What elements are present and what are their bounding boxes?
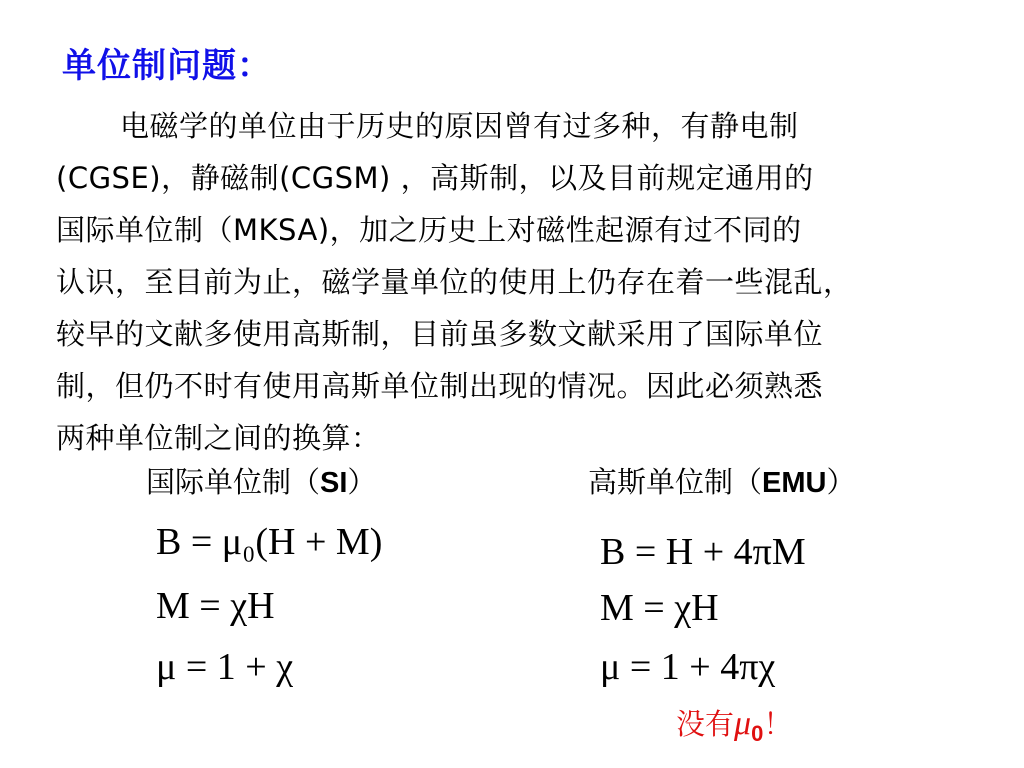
paragraph-line: 较早的文献多使用高斯制，目前虽多数文献采用了国际单位	[56, 317, 824, 351]
si-heading	[146, 460, 376, 501]
paragraph-line: 两种单位制之间的换算：	[56, 421, 381, 455]
paragraph-line: 电磁学的单位由于历史的原因曾有过多种，有静电制	[120, 109, 799, 143]
emu-formula-m: M = χH	[600, 587, 719, 629]
body-paragraph	[56, 100, 976, 464]
si-heading-abbr: SI	[320, 467, 348, 499]
slide-title: 单位制问题：	[62, 46, 272, 86]
emu-formula-mu: μ = 1 + 4πχ	[600, 646, 776, 688]
emu-heading-abbr: EMU	[762, 467, 827, 499]
emu-heading-suffix: ）	[826, 465, 856, 499]
note-text: 没有	[676, 707, 735, 741]
si-formula-mu: μ = 1 + χ	[156, 646, 294, 688]
paragraph-line: 认识，至目前为止，磁学量单位的使用上仍存在着一些混乱，	[56, 265, 853, 299]
note-symbol: μ	[734, 705, 752, 742]
no-mu0-note	[676, 702, 792, 747]
emu-heading	[588, 460, 855, 501]
si-formula-m: M = χH	[156, 585, 275, 627]
paragraph-line: 制，但仍不时有使用高斯单位制出现的情况。因此必须熟悉	[56, 369, 824, 403]
si-formula-b: B = μ₀(H + M)	[156, 521, 383, 563]
si-heading-suffix: ）	[347, 465, 377, 499]
emu-formula-b: B = H + 4πM	[600, 531, 806, 573]
paragraph-line: (CGSE)，静磁制(CGSM) ，高斯制，以及目前规定通用的	[56, 161, 814, 195]
si-heading-prefix: 国际单位制（	[146, 465, 321, 499]
note-end: ！	[763, 707, 793, 741]
paragraph-line: 国际单位制（MKSA)，加之历史上对磁性起源有过不同的	[56, 213, 802, 247]
emu-heading-prefix: 高斯单位制（	[588, 465, 763, 499]
note-subscript: 0	[751, 720, 764, 746]
